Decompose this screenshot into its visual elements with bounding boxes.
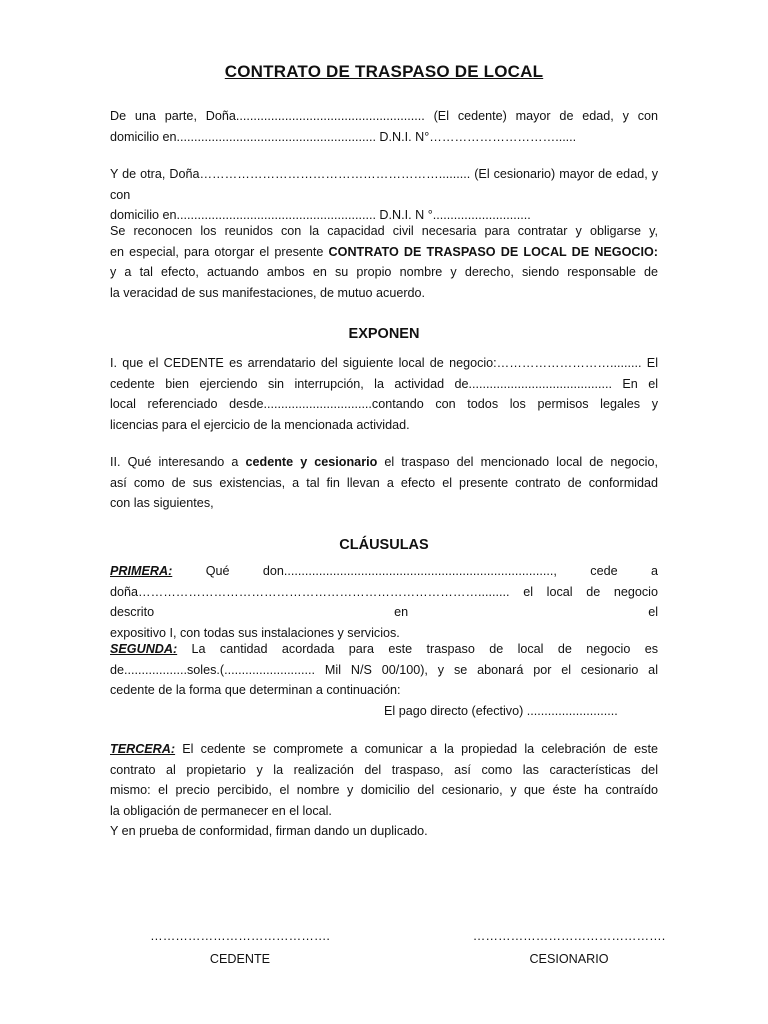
segunda-line-3: cedente de la forma que determinan a continuación:: [110, 683, 401, 697]
tercera-line-4: la obligación de permanecer en el local.: [110, 803, 332, 818]
cedente-line-1: De una parte, Doña...................................................... (El cedente) mayor de edad, y con: [110, 109, 658, 123]
clausula-segunda: [110, 639, 658, 721]
cedente-paragraph: [110, 106, 658, 147]
segunda-line-1: [110, 639, 658, 660]
exponen-2-post: el traspaso del mencionado local de negocio,: [377, 455, 658, 469]
tercera-line-1: [110, 739, 658, 760]
reconocen-paragraph: [110, 221, 658, 303]
signature-label-cesionario: CESIONARIO: [529, 952, 609, 966]
exponen-1-line-1: I. que el CEDENTE es arrendatario del siguiente local de negocio:………………………......... El: [110, 356, 658, 370]
reconocen-line-2-text: en especial, para otorgar el presente: [110, 244, 329, 259]
tercera-line-2: contrato al propietario y la realización del traspaso, así como las características del: [110, 762, 658, 777]
cesionario-line-1: Y de otra, Doña…………………………………………………......... (El cesionario) mayor de edad, y con: [110, 167, 658, 202]
clausula-tercera: [110, 739, 658, 842]
reconocen-line-4: la veracidad de sus manifestaciones, de mutuo acuerdo.: [110, 285, 426, 300]
exponen-2-line-3: con las siguientes,: [110, 496, 214, 510]
tercera-label: TERCERA:: [110, 742, 176, 756]
document-title: CONTRATO DE TRASPASO DE LOCAL: [224, 62, 544, 81]
exponen-item-2: [110, 452, 658, 514]
exponen-2-line-1: [110, 452, 658, 473]
tercera-line-3: mismo: el precio percibido, el nombre y domicilio del cesionario, y que éste ha contraído: [110, 783, 658, 797]
signature-cedente: [140, 926, 340, 969]
primera-text: Qué don............................................................................., cede a: [172, 564, 658, 578]
exponen-1-line-4: licencias para el ejercicio de la mencionada actividad.: [110, 417, 410, 432]
primera-label: PRIMERA:: [110, 564, 173, 578]
signature-line-cesionario: ……………………………………….: [472, 929, 666, 943]
cedente-line-2: domicilio en......................................................... D.N.I. N°…………………………......: [110, 129, 577, 144]
clausula-primera: [110, 561, 658, 643]
cesionario-line-2: domicilio en......................................................... D.N.I. N °............................: [110, 208, 531, 222]
exponen-2-line-2: así como de sus existencias, a tal fin llevan a efecto el presente contrato de conformidad: [110, 475, 658, 490]
exponen-item-1: [110, 353, 658, 435]
cesionario-paragraph: [110, 164, 658, 226]
signature-cesionario: [469, 926, 669, 969]
primera-line-2: doña………………………………………………………………………......... el local de negocio descrito en el: [110, 584, 658, 619]
signature-line-cedente: …………………………………….: [150, 929, 330, 943]
signature-label-cedente: CEDENTE: [209, 952, 271, 966]
primera-line-3: expositivo I, con todas sus instalaciones y servicios.: [110, 625, 400, 640]
exponen-1-line-3: local referenciado desde...............................contando con todos los permisos legales y: [110, 397, 658, 411]
contract-name-bold: CONTRATO DE TRASPASO DE LOCAL DE NEGOCIO:: [328, 244, 658, 259]
tercera-text: El cedente se compromete a comunicar a la propiedad la celebración de este: [175, 742, 658, 756]
segunda-label: SEGUNDA:: [110, 642, 178, 656]
segunda-line-4: El pago directo (efectivo) ..........................: [384, 703, 618, 718]
exponen-2-pre: II. Qué interesando a: [110, 455, 246, 469]
exponen-1-line-2: cedente bien ejerciendo sin interrupción, la actividad de......................................... En el: [110, 376, 658, 391]
primera-line-1: [110, 561, 658, 582]
reconocen-line-3: y a tal efecto, actuando ambos en su propio nombre y derecho, siendo responsable de: [110, 265, 658, 279]
reconocen-line-2: [110, 242, 658, 263]
parties-bold: cedente y cesionario: [245, 455, 378, 469]
clausulas-heading: CLÁUSULAS: [339, 537, 429, 553]
closing-line: Y en prueba de conformidad, firman dando un duplicado.: [110, 824, 428, 838]
exponen-heading: EXPONEN: [348, 326, 420, 342]
segunda-line-2: de..................soles.(.......................... Mil N/S 00/100), y se abonará por el cesionario al: [110, 662, 658, 677]
reconocen-line-1: Se reconocen los reunidos con la capacidad civil necesaria para contratar y obligarse y,: [110, 224, 658, 238]
segunda-text: La cantidad acordada para este traspaso de local de negocio es: [177, 642, 658, 656]
